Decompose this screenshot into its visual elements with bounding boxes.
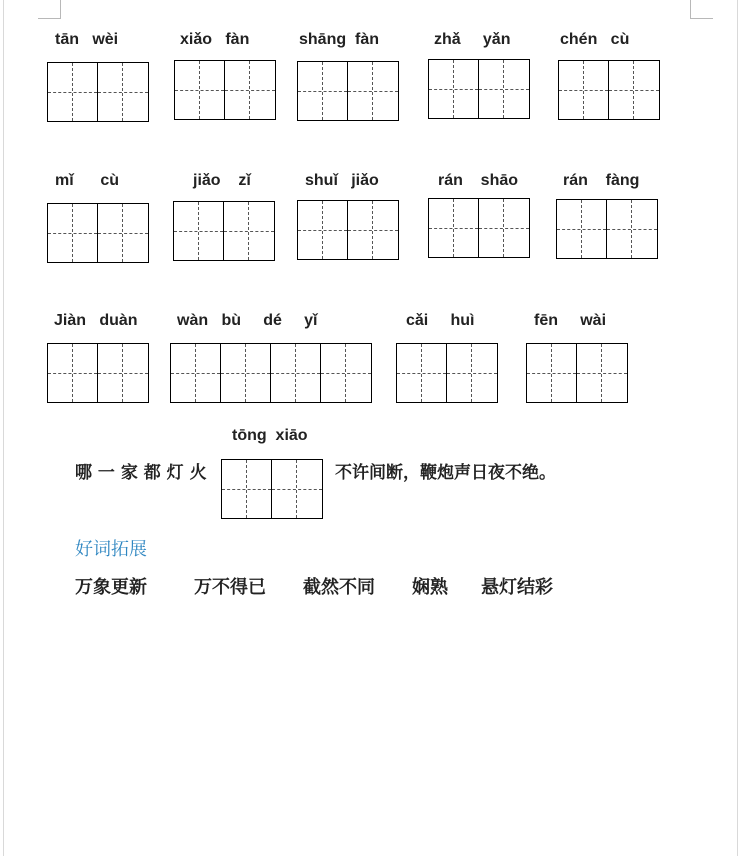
writing-grid-2[interactable] (428, 59, 530, 119)
writing-grid-2[interactable] (173, 201, 275, 261)
pinyin-label: chén cù (560, 31, 630, 48)
extension-word: 娴熟 (412, 577, 448, 598)
writing-grid-2[interactable] (47, 343, 149, 403)
pinyin-label: zhǎ yǎn (434, 31, 511, 48)
writing-grid-2[interactable] (558, 60, 660, 120)
sentence-writing-grid[interactable] (221, 459, 323, 519)
writing-grid-2[interactable] (47, 203, 149, 263)
writing-grid-2[interactable] (297, 200, 399, 260)
pinyin-label: rán shāo (438, 172, 519, 189)
extension-word: 万象更新 (75, 577, 147, 598)
document-page (3, 0, 738, 856)
writing-grid-2[interactable] (396, 343, 498, 403)
extension-word: 万不得已 (194, 577, 266, 598)
page-corner-mark-left (38, 0, 61, 19)
page-corner-mark-right (690, 0, 713, 19)
writing-grid-2[interactable] (47, 62, 149, 122)
writing-grid-2[interactable] (556, 199, 658, 259)
pinyin-label: jiǎo zǐ (193, 172, 251, 189)
writing-grid-2[interactable] (174, 60, 276, 120)
extension-word: 悬灯结彩 (481, 577, 553, 598)
writing-grid-2[interactable] (428, 198, 530, 258)
extension-heading: 好词拓展 (75, 539, 147, 560)
sentence-after: 不许间断，鞭炮声日夜不绝。 (335, 463, 556, 483)
pinyin-label: shāng fàn (299, 31, 380, 48)
writing-grid-2[interactable] (526, 343, 628, 403)
pinyin-label: fēn wài (534, 312, 607, 329)
writing-grid-2[interactable] (297, 61, 399, 121)
pinyin-label: shuǐ jiǎo (305, 172, 379, 189)
pinyin-label: tān wèi (55, 31, 119, 48)
pinyin-label: xiǎo fàn (180, 31, 250, 48)
pinyin-label: mǐ cù (55, 172, 120, 189)
pinyin-label: Jiàn duàn (54, 312, 138, 329)
sentence-before: 哪 一 家 都 灯 火 (75, 463, 207, 483)
writing-grid-4[interactable] (170, 343, 372, 403)
pinyin-label: cǎi huì (406, 312, 475, 329)
pinyin-label: rán fàng (563, 172, 640, 189)
extension-word: 截然不同 (303, 577, 375, 598)
pinyin-label: wàn bù dé yǐ (177, 312, 318, 329)
sentence-pinyin: tōng xiāo (232, 427, 308, 444)
